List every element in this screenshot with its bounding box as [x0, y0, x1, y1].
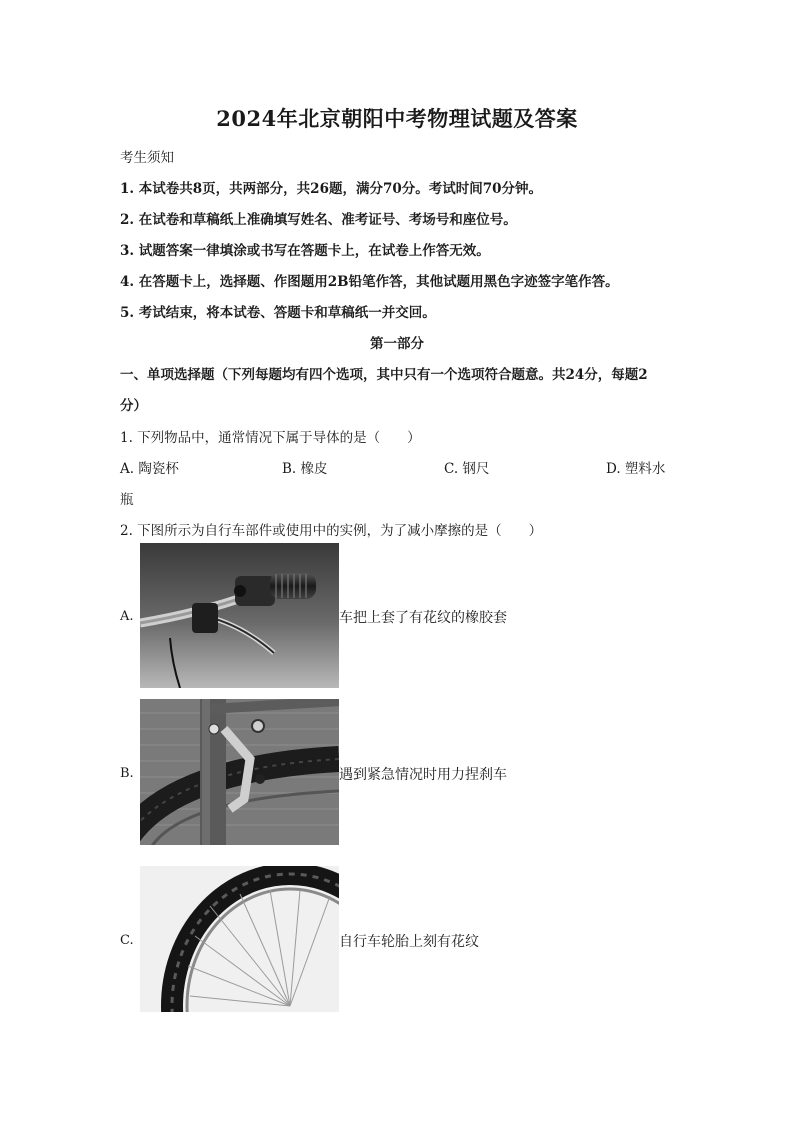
part-heading: 第一部分	[370, 336, 424, 352]
brake-photo	[140, 699, 339, 845]
q1-option-a: A. 陶瓷杯	[120, 461, 179, 477]
q1-option-d-wrap: 瓶	[120, 492, 134, 508]
q2-option-c-letter: C.	[120, 933, 134, 948]
page-title: 2024年北京朝阳中考物理试题及答案	[216, 106, 578, 131]
q2-option-c-caption: 自行车轮胎上刻有花纹	[339, 934, 479, 950]
q2-option-a-letter: A.	[120, 609, 134, 624]
notice-item-2: 2. 在试卷和草稿纸上准确填写姓名、准考证号、考场号和座位号。	[120, 212, 517, 228]
question-1-stem: 1. 下列物品中，通常情况下属于导体的是（ ）	[120, 430, 421, 446]
notice-item-1: 1. 本试卷共8页，共两部分，共26题，满分70分。考试时间70分钟。	[120, 181, 543, 197]
notice-heading: 考生须知	[120, 150, 174, 166]
notice-item-4: 4. 在答题卡上，选择题、作图题用2B铅笔作答，其他试题用黑色字迹签字笔作答。	[120, 274, 619, 290]
notice-item-5: 5. 考试结束，将本试卷、答题卡和草稿纸一并交回。	[120, 305, 436, 321]
q2-option-a-caption: 车把上套了有花纹的橡胶套	[339, 610, 507, 626]
q1-option-d: D. 塑料水	[606, 461, 666, 477]
section-heading-wrap: 分）	[120, 398, 147, 414]
q2-option-b-letter: B.	[120, 766, 134, 781]
question-2-stem: 2. 下图所示为自行车部件或使用中的实例，为了减小摩擦的是（ ）	[120, 523, 543, 539]
tire-photo	[140, 866, 339, 1012]
section-heading: 一、单项选择题（下列每题均有四个选项，其中只有一个选项符合题意。共24分，每题2	[120, 367, 648, 383]
q2-option-b-caption: 遇到紧急情况时用力捏刹车	[339, 767, 507, 783]
q1-option-b: B. 橡皮	[282, 461, 328, 477]
q1-option-c: C. 钢尺	[444, 461, 490, 477]
handlebar-grip-photo	[140, 543, 339, 688]
notice-item-3: 3. 试题答案一律填涂或书写在答题卡上，在试卷上作答无效。	[120, 243, 490, 259]
